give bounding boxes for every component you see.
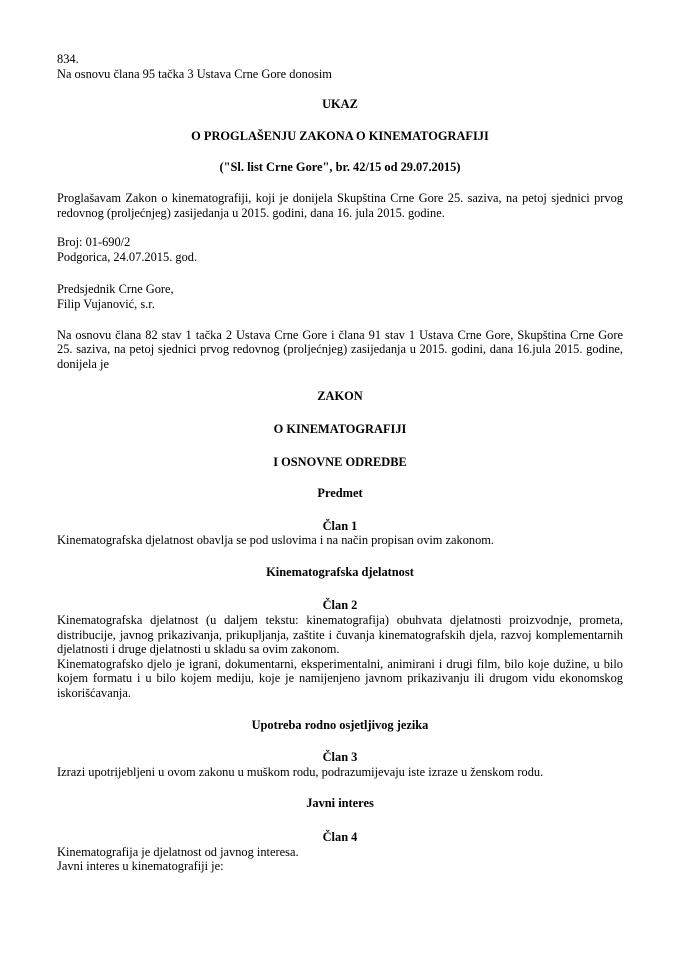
decree-title: UKAZ xyxy=(322,97,358,112)
decree-subtitle: O PROGLAŠENJU ZAKONA O KINEMATOGRAFIJI xyxy=(191,128,489,143)
article-2-paragraph-1: Kinematografska djelatnost (u daljem tekstu: kinematografija) obuhvata djelatnosti proizvodnje, prometa, distribucije, javnog prikazivanja, prikupljanja, zaštite i čuvanja kinematografskih djela, razvoj komplementarnih djelatnosti i druge djelatnosti u skladu sa ovim zakonom. xyxy=(57,613,623,657)
chapter-heading: I OSNOVNE ODREDBE xyxy=(273,454,407,469)
article-3-text: Izrazi upotrijebljeni u ovom zakonu u muškom rodu, podrazumijevaju iste izraze u ženskom rodu. xyxy=(57,764,544,779)
document-page xyxy=(57,52,623,874)
article-3-label: Član 3 xyxy=(322,750,358,765)
decree-place-date: Podgorica, 24.07.2015. god. xyxy=(57,249,198,264)
decree-number: Broj: 01-690/2 xyxy=(57,235,131,250)
article-2-paragraph-2: Kinematografsko djelo je igrani, dokumentarni, eksperimentalni, animirani i drugi film, bilo koje dužine, u bilo kojem formatu i u bilo kojem mediju, koje je namijenjeno javnom prikazivanju ili drugom vidu ekonomskog iskorišćavanja. xyxy=(57,656,623,701)
article-1-heading: Predmet xyxy=(317,486,363,501)
proclamation-text: Proglašavam Zakon o kinematografiji, koji je donijela Skupština Crne Gore 25. saziva, na petoj sjednici prvog redovnog (proljećnjeg) zasijedanja u 2015. godini, dana 16. jula 2015. godine. xyxy=(57,190,623,220)
article-2-heading: Kinematografska djelatnost xyxy=(266,564,414,579)
law-title: ZAKON xyxy=(317,389,363,404)
president-title: Predsjednik Crne Gore, xyxy=(57,282,174,297)
legal-basis-decree: Na osnovu člana 95 tačka 3 Ustava Crne Gore donosim xyxy=(57,66,332,81)
article-4-heading: Javni interes xyxy=(306,796,374,811)
article-2-label: Član 2 xyxy=(322,598,358,613)
article-3-heading: Upotreba rodno osjetljivog jezika xyxy=(251,717,429,732)
article-4-paragraph-1: Kinematografija je djelatnost od javnog interesa. xyxy=(57,844,299,859)
article-4-label: Član 4 xyxy=(322,830,358,844)
law-subtitle: O KINEMATOGRAFIJI xyxy=(273,421,407,436)
gazette-entry-number: 834. xyxy=(57,52,79,66)
adoption-text: Na osnovu člana 82 stav 1 tačka 2 Ustava Crne Gore i člana 91 stav 1 Ustava Crne Gore, Skupština Crne Gore 25. saziva, na petoj sjednici prvog redovnog (proljećnjeg) zasijedanja u 2015. godini, dana 16.jula 2015. godine, donijela je xyxy=(57,327,623,371)
gazette-reference: ("Sl. list Crne Gore", br. 42/15 od 29.07.2015) xyxy=(219,160,461,175)
article-1-label: Član 1 xyxy=(322,518,358,533)
president-name: Filip Vujanović, s.r. xyxy=(57,296,155,311)
article-1-text: Kinematografska djelatnost obavlja se pod uslovima i na način propisan ovim zakonom. xyxy=(57,533,495,548)
article-4-paragraph-2: Javni interes u kinematografiji je: xyxy=(57,859,224,874)
